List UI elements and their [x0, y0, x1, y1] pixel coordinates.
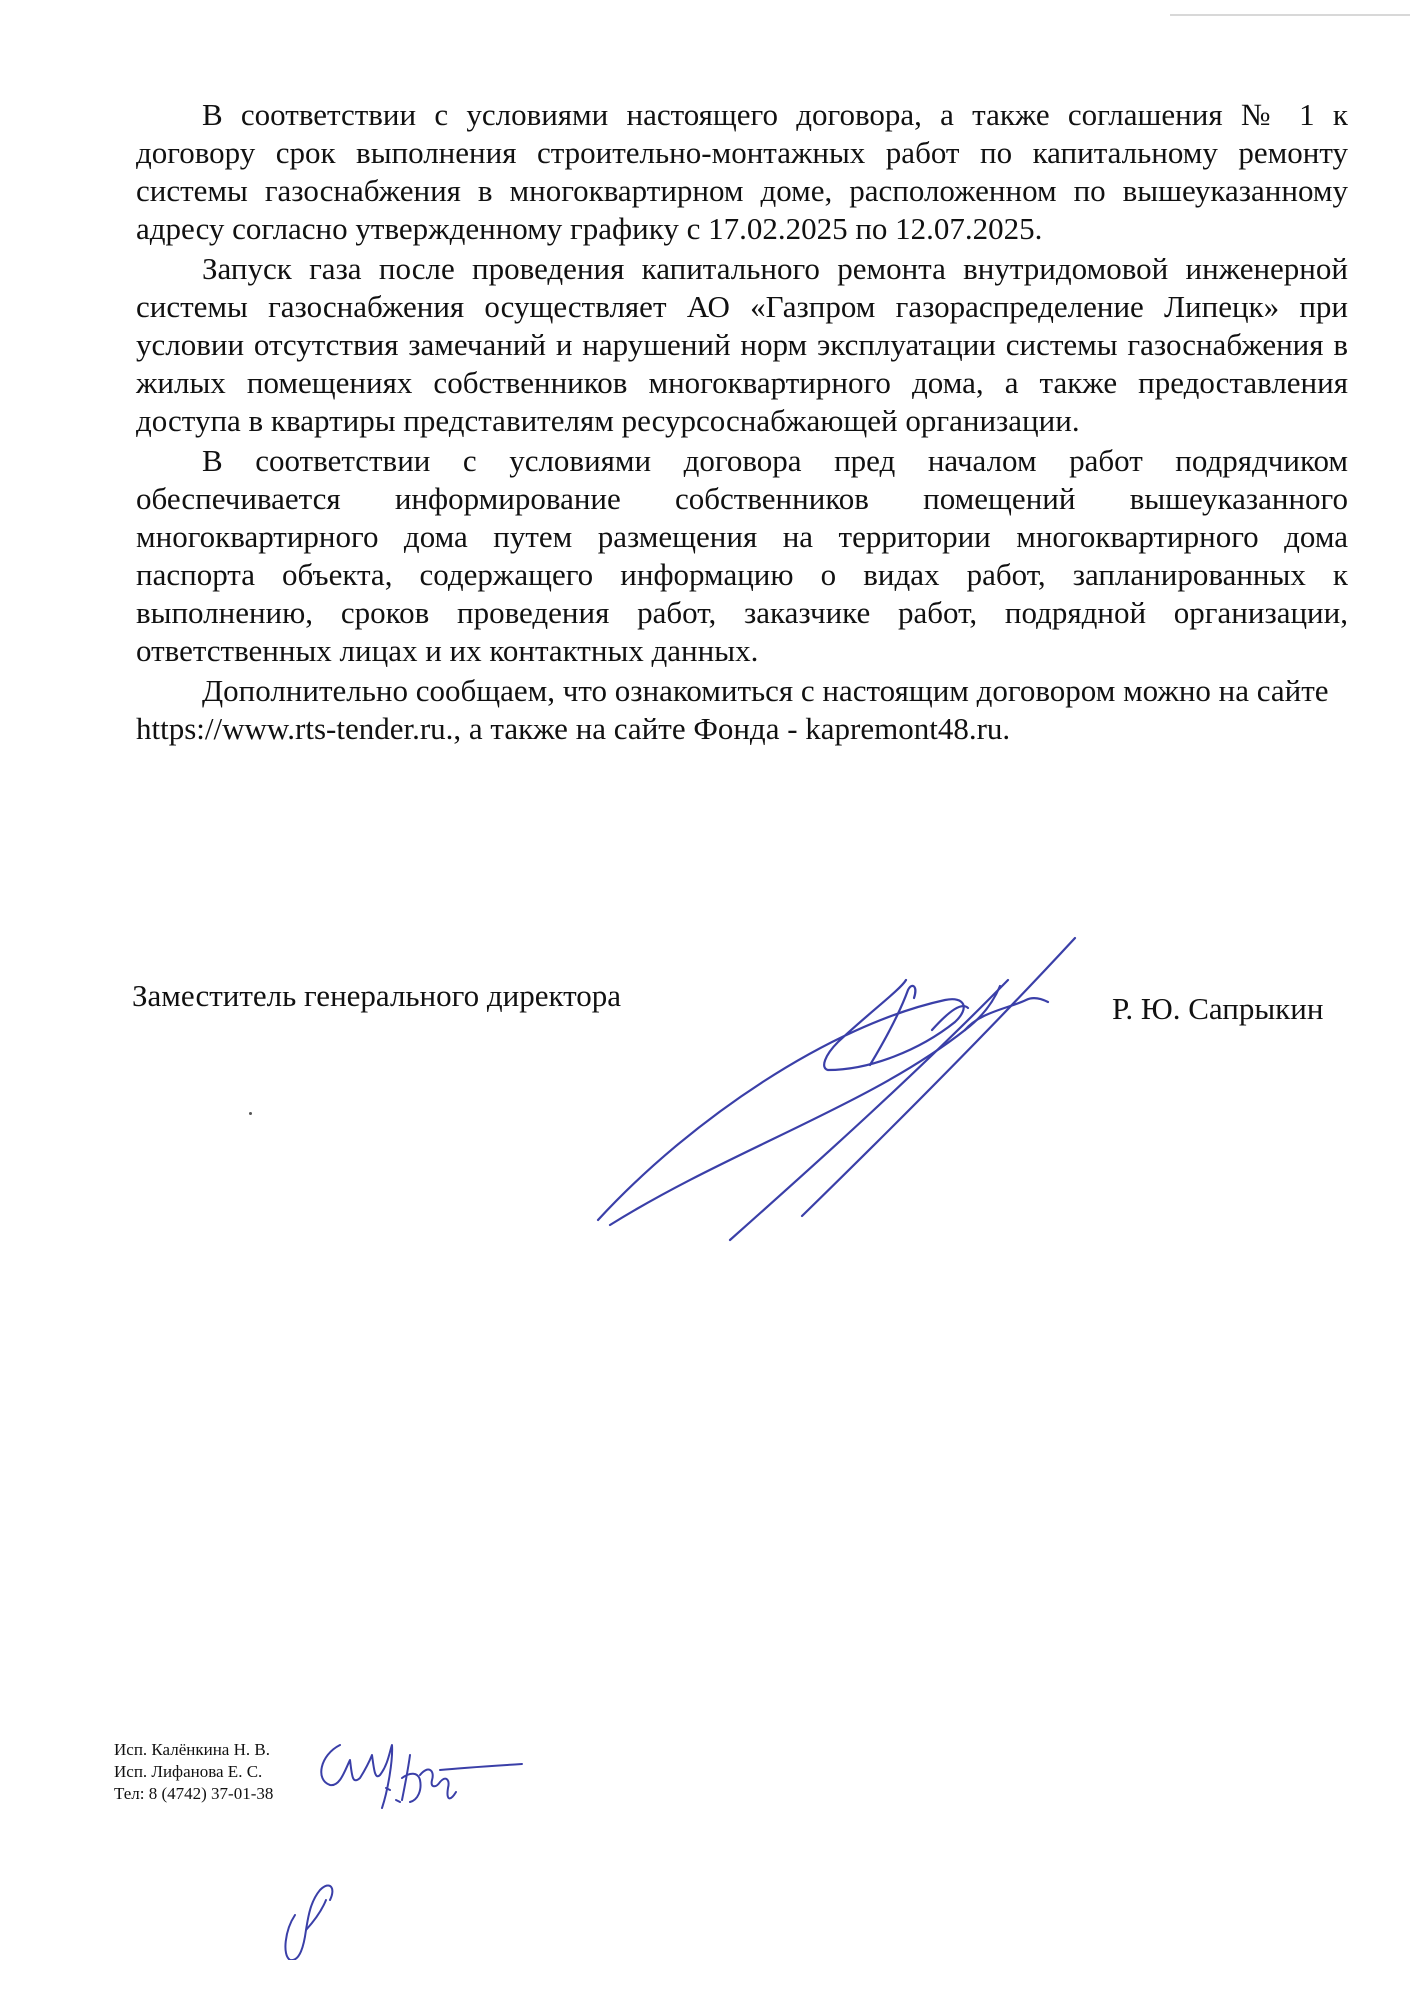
handwritten-signature: [570, 920, 1150, 1270]
paragraph-informing: В соответствии с условиями договора пред началом работ подрядчиком обеспечивается информирование собственников помещений вышеуказанного многоквартирного дома путем размещения на территории многоквартирного дома паспорта объекта, содержащего информацию о видах работ, запланированных к выполнению, сроков проведения работ, заказчике работ, подрядной организации, ответственных лицах и их контактных данных.: [136, 443, 1348, 668]
scan-edge-line: [1170, 14, 1410, 16]
executor-2: Исп. Лифанова Е. С.: [114, 1762, 263, 1781]
executors-block: [114, 1739, 273, 1805]
signer-name: Р. Ю. Сапрыкин: [1112, 991, 1324, 1026]
paragraph-deadline: В соответствии с условиями настоящего договора, а также соглашения № 1 к договору срок выполнения строительно-монтажных работ по капитальному ремонту системы газоснабжения в многоквартирном доме, расположенном по вышеуказанному адресу согласно утвержденному графику с 17.02.2025 по 12.07.2025.: [136, 97, 1348, 246]
executor-signatures: [260, 1730, 550, 1960]
executor-phone: Тел: 8 (4742) 37-01-38: [114, 1784, 274, 1803]
paragraph-additional-info: Дополнительно сообщаем, что ознакомиться с настоящим договором можно на сайте https://www.rts-tender.ru., а также на сайте Фонда - kapremont48.ru.: [136, 673, 1329, 746]
signer-position: Заместитель генерального директора: [132, 978, 622, 1013]
scan-speck: [249, 1112, 252, 1115]
letter-body: [136, 96, 1348, 750]
executor-1: Исп. Калёнкина Н. В.: [114, 1740, 270, 1759]
paragraph-gas-launch: Запуск газа после проведения капитального ремонта внутридомовой инженерной системы газоснабжения осуществляет АО «Газпром газораспределение Липецк» при условии отсутствия замечаний и нарушений норм эксплуатации системы газоснабжения в жилых помещениях собственников многоквартирного дома, а также предоставления доступа в квартиры представителям ресурсоснабжающей организации.: [136, 251, 1348, 438]
